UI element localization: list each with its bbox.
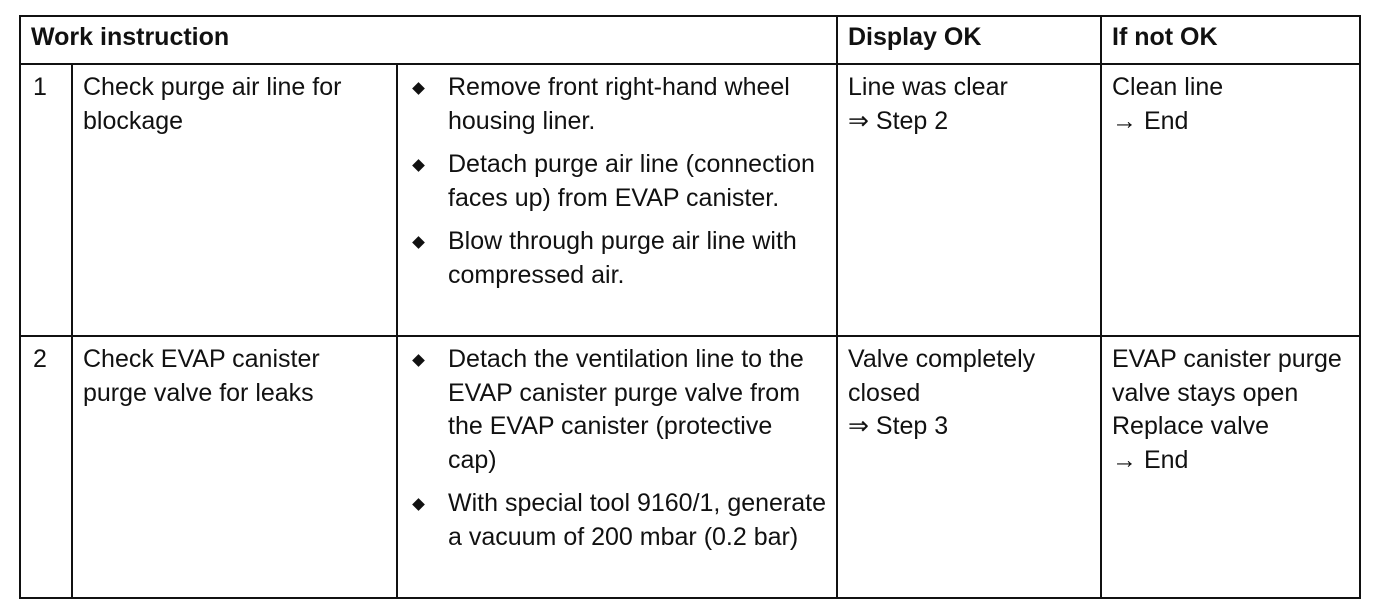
- list-item: With special tool 9160/1, generate a vacuum of 200 mbar (0.2 bar): [408, 487, 826, 554]
- not-ok-result: EVAP canister purge valve stays open: [1112, 345, 1342, 407]
- instruction-cell: [397, 64, 837, 336]
- instruction-list: [408, 71, 826, 292]
- if-not-ok-cell: [1101, 64, 1360, 336]
- header-if-not-ok: If not OK: [1101, 16, 1360, 64]
- next-step: ⇒ Step 2: [848, 106, 949, 135]
- display-ok-cell: [837, 64, 1101, 336]
- header-display-ok: Display OK: [837, 16, 1101, 64]
- not-ok-next: → End: [1112, 445, 1189, 474]
- check-description: Check purge air line for blockage: [72, 64, 397, 336]
- diamond-bullet-icon: [412, 498, 425, 511]
- display-ok-cell: [837, 336, 1101, 598]
- instruction-cell: [397, 336, 837, 598]
- not-ok-action: Clean line: [1112, 73, 1224, 101]
- header-work-instruction: Work instruction: [20, 16, 837, 64]
- diamond-bullet-icon: [412, 159, 425, 172]
- step-number: 2: [20, 336, 72, 598]
- check-description: Check EVAP canister purge valve for leaks: [72, 336, 397, 598]
- not-ok-action: Replace valve: [1112, 412, 1270, 440]
- list-item: Remove front right-hand wheel housing liner.: [408, 71, 826, 138]
- step-number: 1: [20, 64, 72, 336]
- diamond-bullet-icon: [412, 354, 425, 367]
- header-row: [20, 16, 1360, 64]
- diamond-bullet-icon: [412, 82, 425, 95]
- work-instruction-table: [19, 15, 1361, 599]
- list-item: Detach the ventilation line to the EVAP canister purge valve from the EVAP canister (protective cap): [408, 343, 826, 477]
- list-item: Detach purge air line (connection faces up) from EVAP canister.: [408, 148, 826, 215]
- not-ok-next: → End: [1112, 106, 1189, 135]
- if-not-ok-cell: [1101, 336, 1360, 598]
- table-row: [20, 336, 1360, 598]
- display-ok-result: Line was clear: [848, 73, 1008, 101]
- work-instruction-table-container: [19, 15, 1359, 599]
- instruction-list: [408, 343, 826, 554]
- diamond-bullet-icon: [412, 236, 425, 249]
- list-item: Blow through purge air line with compressed air.: [408, 225, 826, 292]
- display-ok-result: Valve completely closed: [848, 345, 1036, 407]
- next-step: ⇒ Step 3: [848, 412, 949, 440]
- table-row: [20, 64, 1360, 336]
